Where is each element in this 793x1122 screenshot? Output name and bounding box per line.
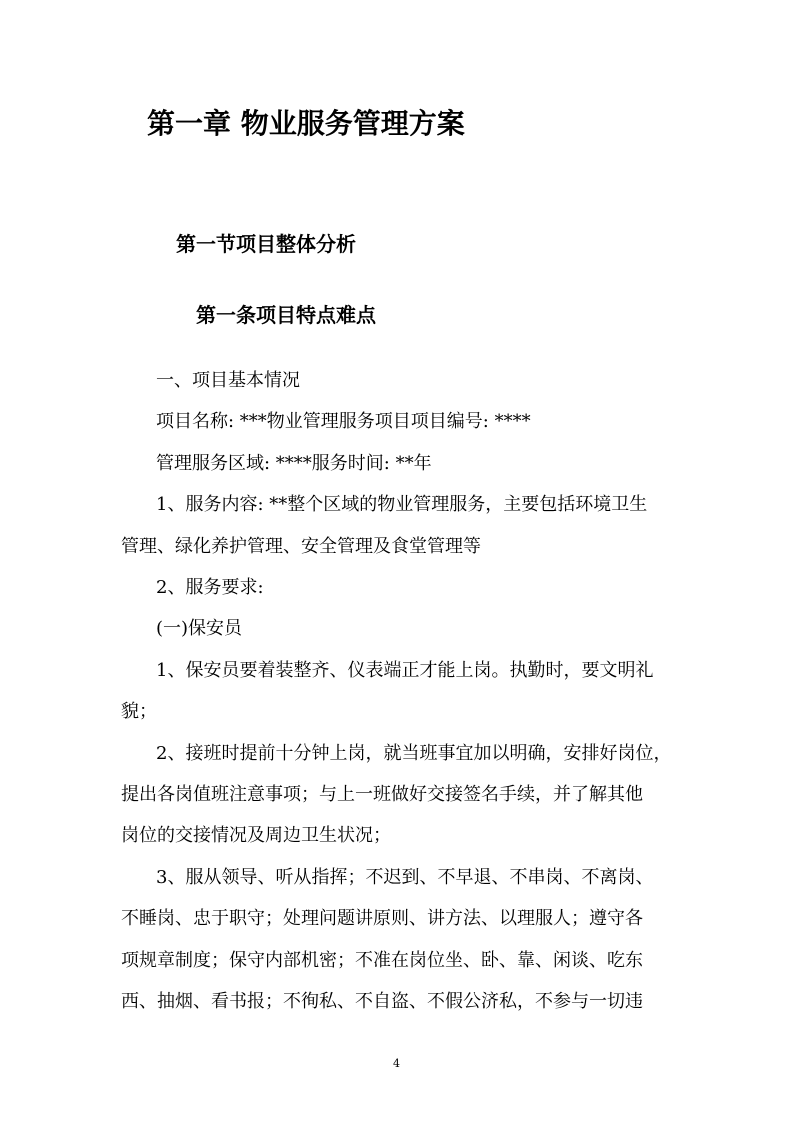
text-line: 1、服务内容: **整个区域的物业管理服务，主要包括环境卫生 [156, 494, 648, 516]
chapter-title: 第一章 物业服务管理方案 [147, 107, 465, 140]
section-title: 第一节项目整体分析 [176, 232, 356, 256]
text-line: 提出各岗值班注意事项；与上一班做好交接签名手续，并了解其他 [121, 784, 643, 805]
text-line: 貌； [121, 701, 157, 723]
text-line: 管理、绿化养护管理、安全管理及食堂管理等 [121, 535, 481, 557]
text-line: 项目名称: ***物业管理服务项目项目编号: **** [156, 411, 531, 433]
text-line: 管理服务区域: ****服务时间: **年 [156, 452, 432, 474]
text-line: 项规章制度；保守内部机密；不准在岗位坐、卧、靠、闲谈、吃东 [121, 949, 643, 971]
text-line: 不睡岗、忠于职守；处理问题讲原则、讲方法、以理服人；遵守各 [121, 908, 643, 930]
text-line: 3、服从领导、听从指挥；不迟到、不早退、不串岗、不离岗、 [156, 866, 654, 888]
text-line: (一)保安员 [156, 618, 243, 640]
text-line: 岗位的交接情况及周边卫生状况； [121, 825, 391, 847]
text-line: 2、接班时提前十分钟上岗，就当班事宜加以明确，安排好岗位， [156, 742, 672, 764]
text-line: 一、项目基本情况 [156, 370, 300, 391]
page-number: 4 [393, 1057, 400, 1070]
text-line: 1、保安员要着装整齐、仪表端正才能上岗。执勤时，要文明礼 [156, 659, 654, 681]
article-title: 第一条项目特点难点 [196, 303, 376, 327]
text-line: 西、抽烟、看书报；不徇私、不自盗、不假公济私，不参与一切违 [121, 991, 643, 1012]
text-line: 2、服务要求: [156, 577, 264, 598]
